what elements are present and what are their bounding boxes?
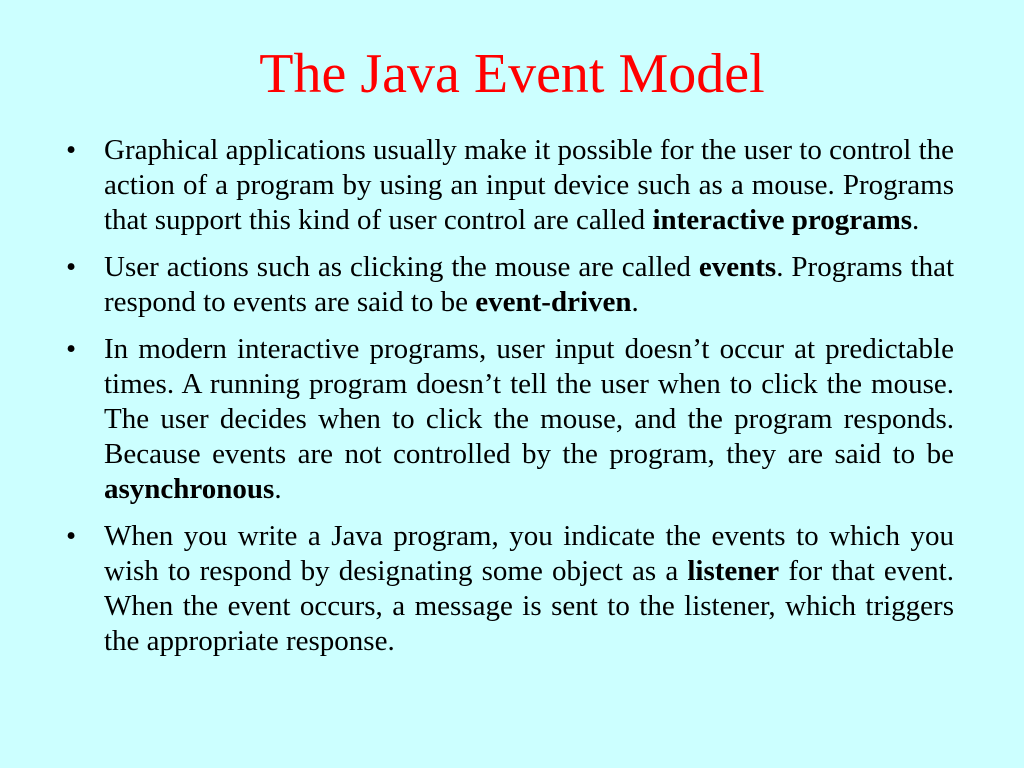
text-segment: for that event. When the event occurs, a message is sent to the listener, which triggers the appropriate response. [104, 555, 954, 657]
text-segment: User actions such as clicking the mouse are called [104, 251, 699, 283]
bullet-item [66, 519, 954, 659]
text-segment: When you write a Java program, you indicate the events to which you wish to respond by designating some object as a [104, 520, 954, 587]
bold-term: listener [687, 555, 780, 587]
text-segment: Graphical applications usually make it possible for the user to control the action of a program by using an input device such as a mouse. Programs that support this kind of user control are called [104, 134, 954, 236]
bullet-dot: • [66, 333, 77, 365]
bullet-text [104, 134, 954, 236]
bullet-text [104, 251, 954, 318]
bullet-item [66, 250, 954, 320]
bullet-text [104, 520, 954, 657]
text-segment: . [274, 473, 282, 505]
bullet-item [66, 332, 954, 507]
bullet-list [66, 133, 954, 671]
bullet-item [66, 133, 954, 238]
bullet-dot: • [66, 134, 77, 166]
bold-term: asynchronous [104, 473, 275, 505]
bold-term: interactive programs [652, 204, 913, 236]
text-segment: . Programs that respond to events are said to be [104, 251, 954, 318]
bold-term: event-driven [475, 286, 632, 318]
bold-term: events [698, 251, 777, 283]
bullet-dot: • [66, 520, 77, 552]
bullet-dot: • [66, 251, 77, 283]
text-segment: . [912, 204, 920, 236]
bullet-text [104, 333, 954, 505]
text-segment: In modern interactive programs, user input doesn’t occur at predictable times. A running program doesn’t tell the user when to click the mouse. The user decides when to click the mouse, and the program responds. Because events are not controlled by the program, they are said to be [104, 333, 954, 470]
text-segment: . [631, 286, 639, 318]
slide-title: The Java Event Model [259, 43, 765, 105]
